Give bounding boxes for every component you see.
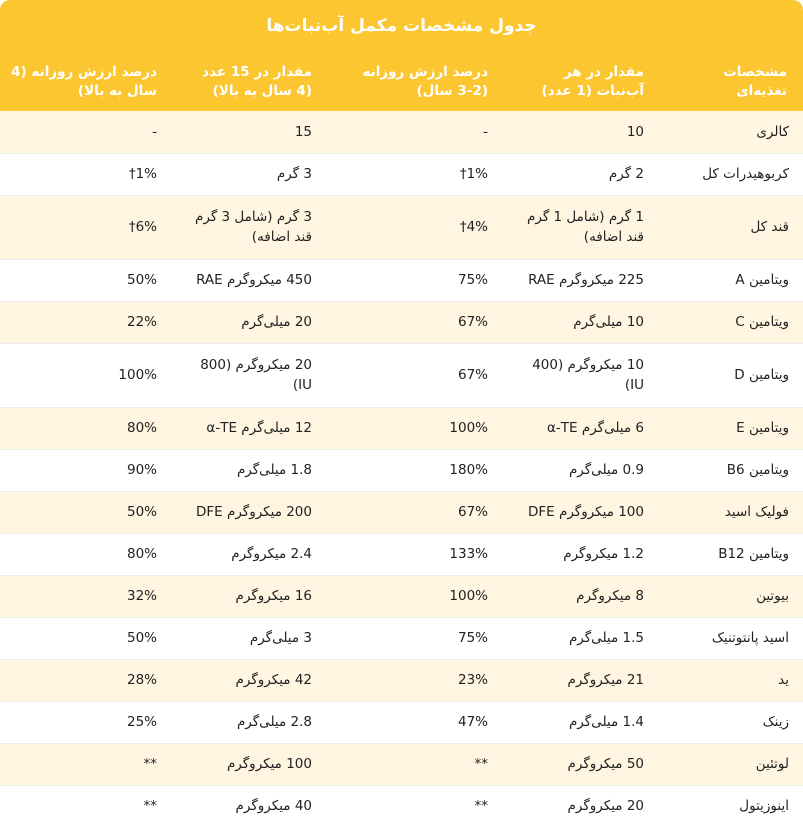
cell-dv-kids: 67% [328, 301, 504, 343]
cell-per-15: 15 [173, 111, 328, 153]
cell-dv-kids: 75% [328, 617, 504, 659]
cell-per-15: 20 میلی‌گرم [173, 301, 328, 343]
table-row [0, 659, 803, 701]
table-row [0, 785, 803, 825]
header-nutrient: مشخصات تغذیه‌ای [723, 63, 787, 99]
cell-per-15: 16 میکروگرم [173, 575, 328, 617]
table-row [0, 449, 803, 491]
cell-dv-kids: 133% [328, 533, 504, 575]
table-row [0, 533, 803, 575]
cell-dv-adult: ** [0, 785, 173, 825]
cell-per-15: 40 میکروگرم [173, 785, 328, 825]
cell-per-one: 50 میکروگرم [504, 743, 660, 785]
cell-per-one: 2 گرم [504, 153, 660, 195]
cell-dv-kids: - [328, 111, 504, 153]
table-row [0, 301, 803, 343]
cell-dv-kids: 1%† [328, 153, 504, 195]
cell-nutrient: فولیک اسید [660, 491, 803, 533]
cell-dv-adult: 80% [0, 533, 173, 575]
table-row [0, 407, 803, 449]
cell-per-15: 450 میکروگرم RAE [173, 259, 328, 301]
cell-dv-adult: 50% [0, 259, 173, 301]
cell-dv-kids: 75% [328, 259, 504, 301]
cell-nutrient: ویتامین B12 [660, 533, 803, 575]
table-row [0, 343, 803, 407]
cell-per-one: 100 میکروگرم DFE [504, 491, 660, 533]
cell-dv-adult: 50% [0, 491, 173, 533]
cell-per-15: 12 میلی‌گرم α-TE [173, 407, 328, 449]
cell-dv-kids: 67% [328, 343, 504, 407]
table-row [0, 195, 803, 259]
table-row [0, 259, 803, 301]
cell-dv-kids: 47% [328, 701, 504, 743]
header-dv-adult: درصد ارزش روزانه (4 سال به بالا) [11, 63, 157, 99]
table-row [0, 153, 803, 195]
cell-per-15: 1.8 میلی‌گرم [173, 449, 328, 491]
cell-dv-adult: 6%† [0, 195, 173, 259]
cell-nutrient: ویتامین E [660, 407, 803, 449]
cell-per-one: 0.9 میلی‌گرم [504, 449, 660, 491]
cell-per-15: 42 میکروگرم [173, 659, 328, 701]
table-row [0, 111, 803, 153]
table-row [0, 701, 803, 743]
cell-dv-adult: 80% [0, 407, 173, 449]
cell-nutrient: ویتامین C [660, 301, 803, 343]
cell-per-one: 10 میلی‌گرم [504, 301, 660, 343]
cell-per-one: 6 میلی‌گرم α-TE [504, 407, 660, 449]
cell-nutrient: ید [660, 659, 803, 701]
cell-per-one: 1 گرم (شامل 1 گرم قند اضافه) [504, 195, 660, 259]
cell-dv-adult: 90% [0, 449, 173, 491]
cell-per-15: 3 گرم (شامل 3 گرم قند اضافه) [173, 195, 328, 259]
header-dv-kids: درصد ارزش روزانه (2-3 سال) [362, 63, 488, 99]
cell-per-15: 2.8 میلی‌گرم [173, 701, 328, 743]
cell-dv-kids: 180% [328, 449, 504, 491]
cell-dv-kids: 100% [328, 575, 504, 617]
cell-nutrient: اسید پانتوتنیک [660, 617, 803, 659]
cell-per-one: 20 میکروگرم [504, 785, 660, 825]
cell-nutrient: لوتئین [660, 743, 803, 785]
header-per-15: مقدار در 15 عدد (4 سال به بالا) [202, 63, 312, 99]
nutrition-table [0, 52, 803, 825]
table-title: جدول مشخصات مکمل آب‌نبات‌ها [0, 0, 803, 52]
table-body [0, 111, 803, 825]
table-row [0, 575, 803, 617]
cell-dv-kids: 4%† [328, 195, 504, 259]
cell-nutrient: قند کل [660, 195, 803, 259]
cell-per-15: 100 میکروگرم [173, 743, 328, 785]
cell-per-one: 21 میکروگرم [504, 659, 660, 701]
cell-per-one: 1.5 میلی‌گرم [504, 617, 660, 659]
cell-nutrient: اینوزیتول [660, 785, 803, 825]
cell-dv-adult: 32% [0, 575, 173, 617]
cell-dv-adult: ** [0, 743, 173, 785]
cell-per-15: 2.4 میکروگرم [173, 533, 328, 575]
cell-nutrient: کالری [660, 111, 803, 153]
cell-per-one: 225 میکروگرم RAE [504, 259, 660, 301]
cell-per-one: 10 [504, 111, 660, 153]
table-row [0, 743, 803, 785]
table-header [0, 52, 803, 111]
cell-per-15: 200 میکروگرم DFE [173, 491, 328, 533]
cell-dv-kids: 67% [328, 491, 504, 533]
table-row [0, 491, 803, 533]
cell-per-one: 8 میکروگرم [504, 575, 660, 617]
cell-nutrient: ویتامین A [660, 259, 803, 301]
table-row [0, 617, 803, 659]
header-per-one: مقدار در هر آب‌نبات (1 عدد) [541, 63, 644, 99]
cell-dv-kids: ** [328, 785, 504, 825]
cell-dv-adult: - [0, 111, 173, 153]
cell-per-one: 1.4 میلی‌گرم [504, 701, 660, 743]
cell-dv-adult: 1%† [0, 153, 173, 195]
cell-nutrient: کربوهیدرات کل [660, 153, 803, 195]
cell-per-15: 3 میلی‌گرم [173, 617, 328, 659]
cell-per-15: 20 میکروگرم (800 IU) [173, 343, 328, 407]
cell-dv-kids: 100% [328, 407, 504, 449]
cell-dv-adult: 100% [0, 343, 173, 407]
cell-dv-adult: 50% [0, 617, 173, 659]
cell-dv-adult: 28% [0, 659, 173, 701]
cell-nutrient: ویتامین B6 [660, 449, 803, 491]
cell-dv-adult: 22% [0, 301, 173, 343]
header-row [0, 52, 803, 111]
cell-nutrient: بیوتین [660, 575, 803, 617]
cell-nutrient: زینک [660, 701, 803, 743]
cell-per-one: 1.2 میکروگرم [504, 533, 660, 575]
cell-per-one: 10 میکروگرم (400 IU) [504, 343, 660, 407]
cell-per-15: 3 گرم [173, 153, 328, 195]
cell-dv-kids: 23% [328, 659, 504, 701]
cell-dv-adult: 25% [0, 701, 173, 743]
cell-dv-kids: ** [328, 743, 504, 785]
cell-nutrient: ویتامین D [660, 343, 803, 407]
